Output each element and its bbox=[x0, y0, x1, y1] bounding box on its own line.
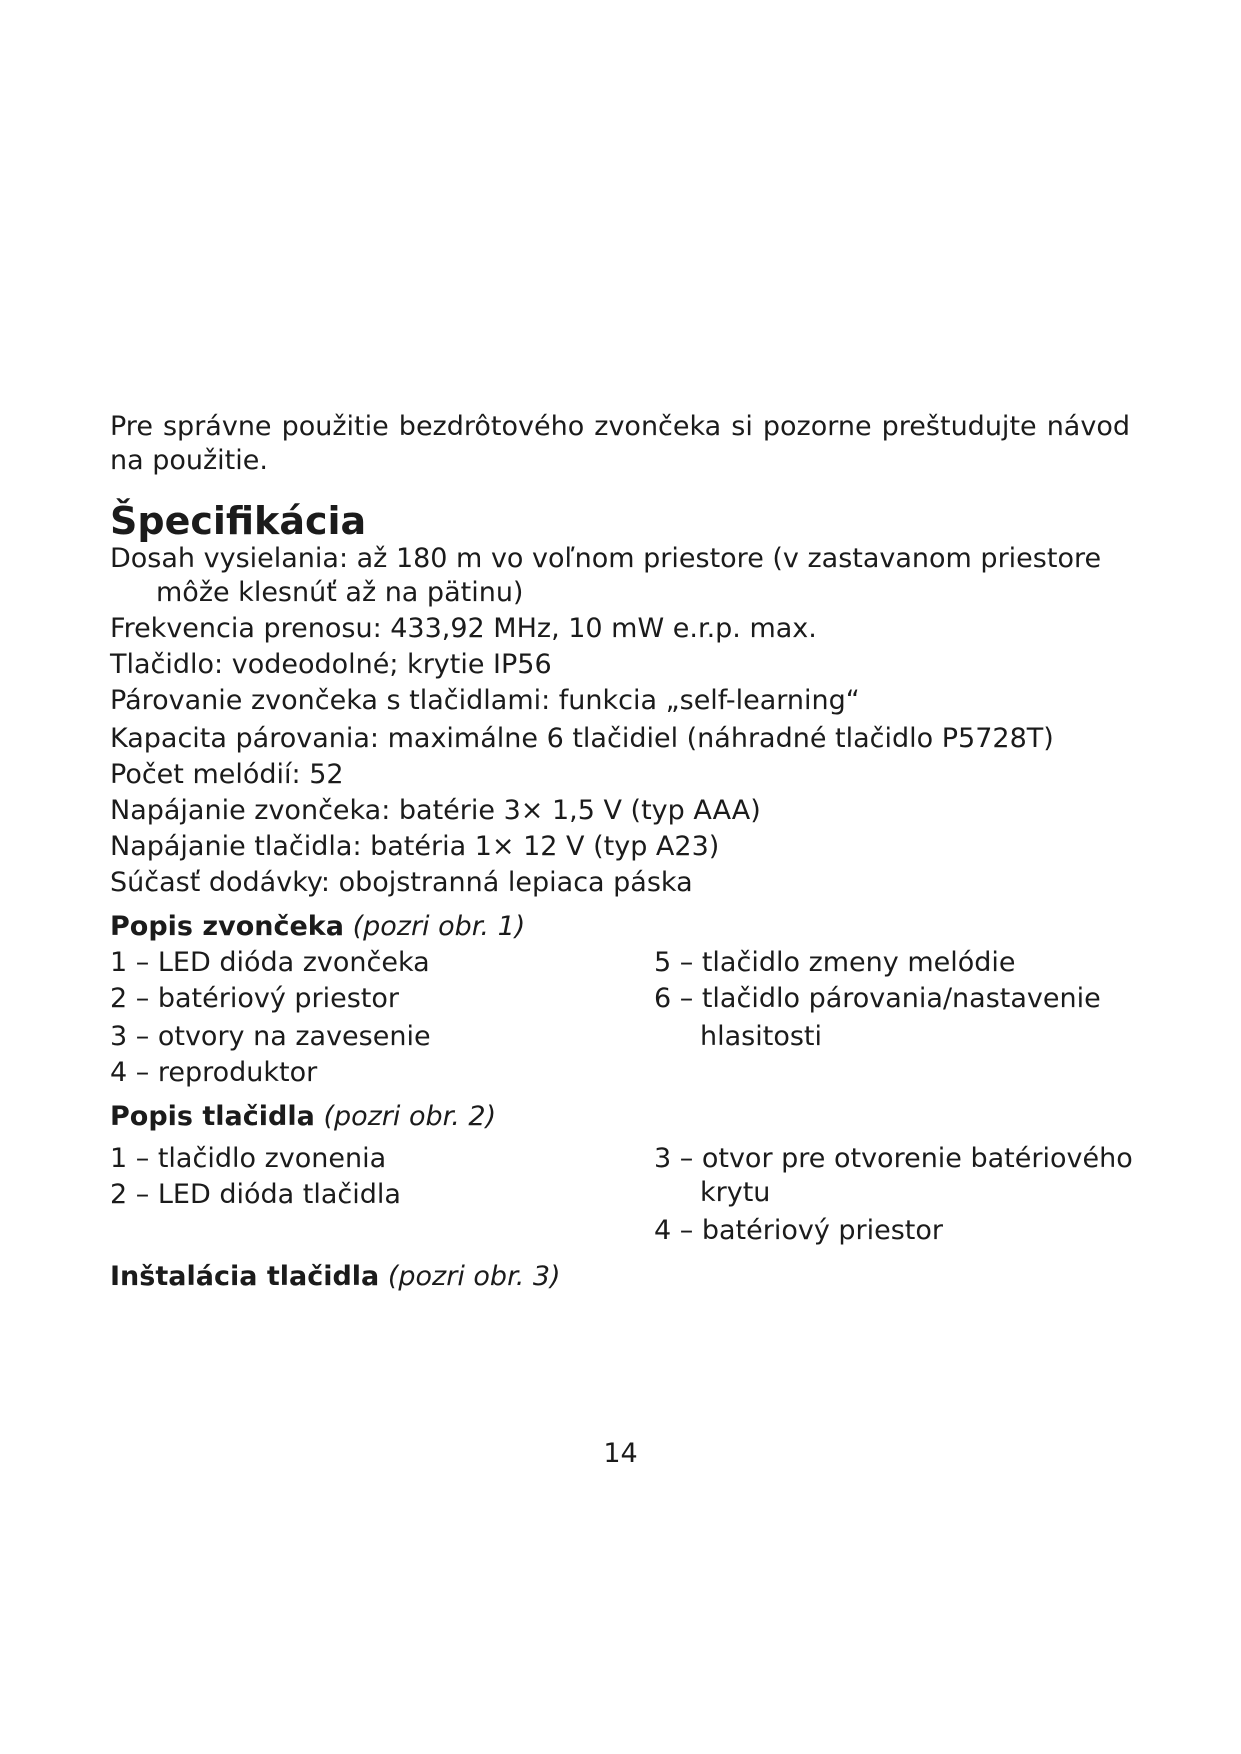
spec-line-pairing: Párovanie zvončeka s tlačidlami: funkcia „self-learning“ bbox=[110, 685, 860, 716]
bell-item-6-text: 6 – tlačidlo párovania/nastavenie bbox=[654, 983, 1101, 1014]
spec-line-melodies: Počet melódií: 52 bbox=[110, 759, 344, 790]
button-item-3 bbox=[654, 1142, 1133, 1210]
spec-line-continuation: môže klesnúť až na pätinu) bbox=[156, 577, 524, 608]
button-item-3-text: 3 – otvor pre otvorenie batériového bbox=[654, 1143, 1133, 1174]
bell-description-ref: (pozri obr. 1) bbox=[352, 911, 526, 942]
bell-description-title: Popis zvončeka bbox=[110, 911, 344, 942]
spec-title: Špecifikácia bbox=[110, 499, 367, 543]
button-item-2: 2 – LED dióda tlačidla bbox=[110, 1179, 401, 1210]
bell-item-4: 4 – reproduktor bbox=[110, 1057, 318, 1088]
spec-line-button-power: Napájanie tlačidla: batéria 1× 12 V (typ A23) bbox=[110, 831, 720, 862]
button-item-3-continuation: krytu bbox=[700, 1177, 771, 1208]
spec-line-capacity: Kapacita párovania: maximálne 6 tlačidiel (náhradné tlačidlo P5728T) bbox=[110, 723, 1054, 754]
bell-description-heading bbox=[110, 910, 525, 944]
button-description-title: Popis tlačidla bbox=[110, 1101, 315, 1132]
install-heading bbox=[110, 1260, 561, 1294]
bell-item-1: 1 – LED dióda zvončeka bbox=[110, 947, 430, 978]
bell-item-5: 5 – tlačidlo zmeny melódie bbox=[654, 947, 1016, 978]
page-number: 14 bbox=[603, 1438, 638, 1469]
button-item-1: 1 – tlačidlo zvonenia bbox=[110, 1143, 387, 1174]
install-ref: (pozri obr. 3) bbox=[387, 1261, 561, 1292]
bell-item-6-continuation: hlasitosti bbox=[700, 1021, 822, 1052]
button-item-4: 4 – batériový priestor bbox=[654, 1215, 944, 1246]
button-description-ref: (pozri obr. 2) bbox=[323, 1101, 497, 1132]
bell-item-6 bbox=[654, 982, 1101, 1054]
bell-item-3: 3 – otvory na zavesenie bbox=[110, 1021, 431, 1052]
spec-line-range bbox=[110, 542, 1101, 610]
spec-line-bell-power: Napájanie zvončeka: batérie 3× 1,5 V (typ AAA) bbox=[110, 795, 761, 826]
spec-line-package: Súčasť dodávky: obojstranná lepiaca páska bbox=[110, 867, 693, 898]
intro-text: Pre správne použitie bezdrôtového zvončeka si pozorne preštudujte návod na použitie. bbox=[110, 411, 1130, 476]
install-title: Inštalácia tlačidla bbox=[110, 1261, 380, 1292]
spec-line-button: Tlačidlo: vodeodolné; krytie IP56 bbox=[110, 649, 552, 680]
spec-line-text: Dosah vysielania: až 180 m vo voľnom priestore (v zastavanom priestore bbox=[110, 543, 1102, 574]
spec-line-frequency: Frekvencia prenosu: 433,92 MHz, 10 mW e.r.p. max. bbox=[110, 613, 817, 644]
bell-item-2: 2 – batériový priestor bbox=[110, 983, 400, 1014]
button-description-heading bbox=[110, 1100, 496, 1134]
